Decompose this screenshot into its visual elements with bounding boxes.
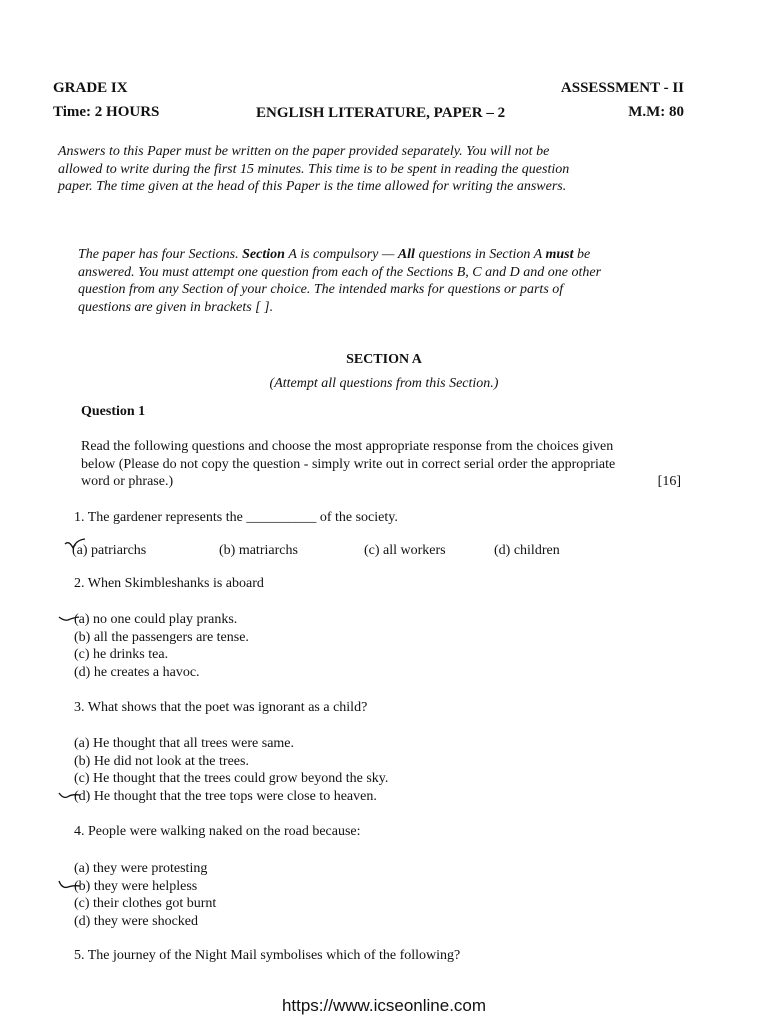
question-item-2: 2. When Skimbleshanks is aboard	[74, 576, 264, 591]
sections-info-line	[78, 246, 718, 264]
option: (d) children	[494, 543, 560, 558]
option: (d) He thought that the tree tops were close to heaven.	[74, 788, 377, 804]
option: (a) no one could play pranks.	[74, 612, 238, 627]
sections-info-line: question from any Section of your choice. The intended marks for questions or parts of	[78, 282, 564, 297]
question-item-1: 1. The gardener represents the __________ of the society.	[74, 510, 398, 525]
instruction-line: allowed to write during the first 15 minutes. This time is to be spent in reading the question	[58, 161, 570, 177]
option: (b) He did not look at the trees.	[74, 753, 249, 769]
option: (a) they were protesting	[74, 861, 208, 876]
text-span: questions in Section A	[414, 247, 546, 262]
intro-text: word or phrase.)	[81, 474, 174, 489]
text-span: A is compulsory —	[288, 247, 398, 262]
section-a-subtitle: (Attempt all questions from this Section.)	[269, 376, 499, 391]
option: (d) he creates a havoc.	[74, 664, 200, 680]
option: (b) matriarchs	[219, 543, 298, 558]
max-marks-label: M.M: 80	[628, 104, 684, 120]
intro-line: Read the following questions and choose the most appropriate response from the choices given	[81, 439, 614, 454]
question-item-4: 4. People were walking naked on the road because:	[74, 824, 361, 839]
sections-info-line: questions are given in brackets [ ].	[78, 299, 274, 315]
time-label: Time: 2 HOURS	[53, 104, 160, 120]
grade-label: GRADE IX	[53, 80, 128, 96]
option: (c) all workers	[364, 543, 446, 558]
question-1-intro	[81, 438, 681, 491]
option: (b) they were helpless	[74, 878, 198, 894]
option: (d) they were shocked	[74, 913, 199, 929]
option: (c) He thought that the trees could grow beyond the sky.	[74, 771, 389, 786]
text-span: The paper has four Sections.	[78, 247, 243, 262]
tick-mark-icon	[58, 612, 80, 624]
subject-title: ENGLISH LITERATURE, PAPER – 2	[256, 105, 506, 121]
options-list	[74, 860, 216, 930]
question-item-5: 5. The journey of the Night Mail symbolises which of the following?	[74, 948, 461, 963]
text-span: be	[573, 247, 591, 262]
intro-line	[81, 473, 681, 491]
text-span: Section	[242, 247, 289, 262]
option: (c) their clothes got burnt	[74, 896, 217, 911]
intro-line: below (Please do not copy the question - simply write out in correct serial order the appropriate	[81, 456, 616, 472]
question-1-label: Question 1	[81, 404, 146, 419]
option: (b) all the passengers are tense.	[74, 629, 249, 645]
tick-mark-icon	[64, 538, 86, 550]
instruction-line: Answers to this Paper must be written on the paper provided separately. You will not be	[58, 144, 550, 159]
tick-mark-icon	[58, 878, 80, 890]
text-span: All	[397, 247, 415, 262]
sections-info-line: answered. You must attempt one question from each of the Sections B, C and D and one other	[78, 264, 602, 280]
assessment-label: ASSESSMENT - II	[560, 80, 684, 96]
option: (a) He thought that all trees were same.	[74, 736, 295, 751]
footer-url[interactable]: https://www.icseonline.com	[281, 996, 487, 1015]
instructions	[58, 143, 718, 196]
sections-info	[78, 246, 718, 316]
option: (c) he drinks tea.	[74, 647, 169, 662]
options-list	[74, 735, 388, 805]
question-item-3: 3. What shows that the poet was ignorant as a child?	[74, 700, 368, 715]
tick-mark-icon	[58, 789, 80, 801]
option: (a) patriarchs	[72, 543, 147, 558]
marks-bracket: [16]	[657, 474, 681, 489]
section-a-title: SECTION A	[346, 352, 422, 367]
instruction-line: paper. The time given at the head of this Paper is the time allowed for writing the answers.	[58, 179, 567, 194]
text-span: must	[545, 247, 574, 262]
options-list	[74, 611, 249, 681]
